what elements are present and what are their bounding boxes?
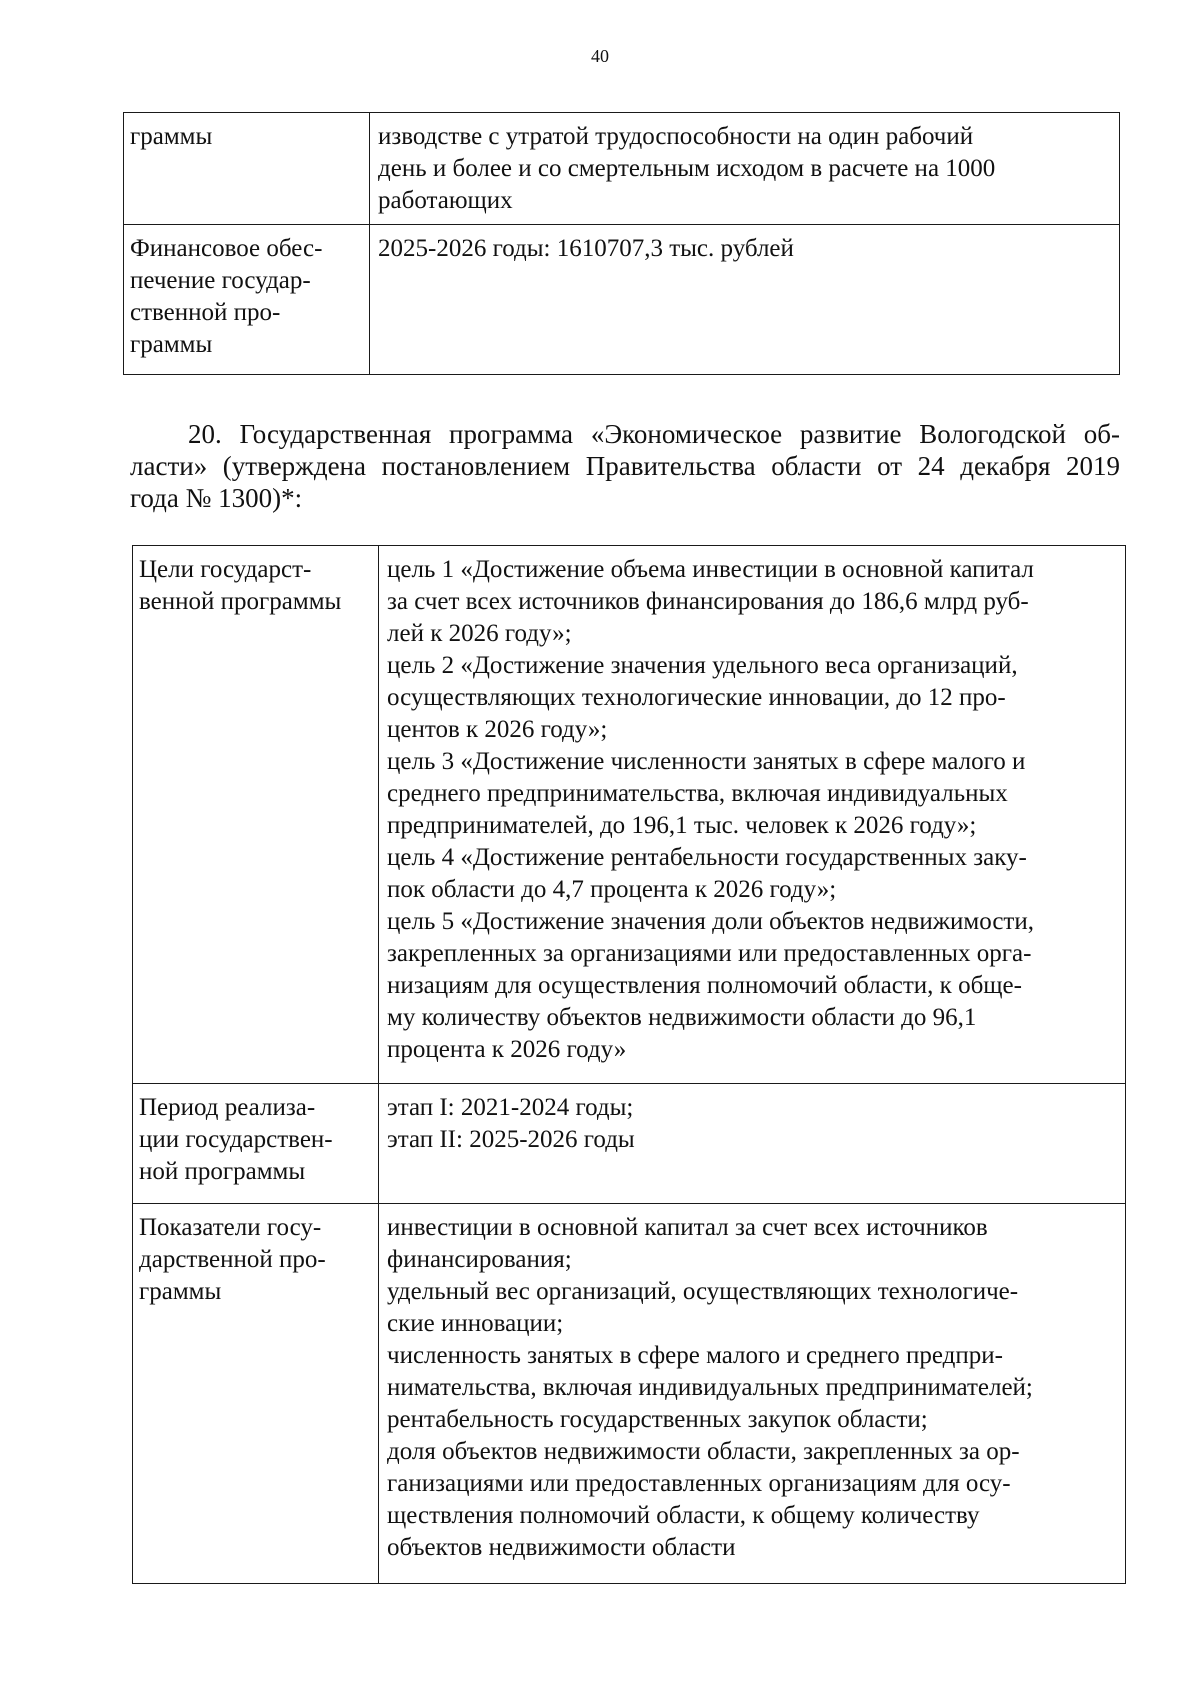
table-row <box>124 225 1120 375</box>
content-line: цель 5 «Достижение значения доли объектов недвижимости, <box>387 908 1034 935</box>
content-line: работающих <box>378 187 513 214</box>
content-line: лей к 2026 году»; <box>387 620 572 647</box>
table-row <box>133 1084 1126 1204</box>
row-label-cell <box>124 113 370 225</box>
content-line: нимательства, включая индивидуальных предпринимателей; <box>387 1374 1033 1401</box>
paragraph-line: ласти» (утверждена постановлением Правительства области от 24 декабря 2019 <box>130 451 1120 481</box>
content-line: этап II: 2025-2026 годы <box>387 1126 635 1153</box>
content-line: этап I: 2021-2024 годы; <box>387 1094 634 1121</box>
content-line: низациям для осуществления полномочий области, к обще- <box>387 972 1022 999</box>
content-line: объектов недвижимости области <box>387 1534 736 1561</box>
content-line: процента к 2026 году» <box>387 1036 627 1063</box>
program-passport-table <box>132 545 1126 1584</box>
table-row <box>133 546 1126 1084</box>
content-line: инвестиции в основной капитал за счет всех источников <box>387 1214 988 1241</box>
table-row <box>124 113 1120 225</box>
label-line: граммы <box>130 123 213 150</box>
label-line: граммы <box>130 331 213 358</box>
row-label-cell <box>133 1204 379 1584</box>
label-line: ственной про- <box>130 299 281 326</box>
row-content-cell <box>379 546 1126 1084</box>
row-label-cell <box>124 225 370 375</box>
row-content-cell <box>379 1204 1126 1584</box>
table-row <box>133 1204 1126 1584</box>
row-content-cell <box>370 225 1120 375</box>
paragraph-line: 20. Государственная программа «Экономическое развитие Вологодской об- <box>188 419 1120 449</box>
program-heading-paragraph <box>130 418 1120 514</box>
content-line: доля объектов недвижимости области, закрепленных за ор- <box>387 1438 1020 1465</box>
content-line: день и более и со смертельным исходом в расчете на 1000 <box>378 155 996 182</box>
content-line: численность занятых в сфере малого и среднего предпри- <box>387 1342 1003 1369</box>
label-line: Финансовое обес- <box>130 235 323 262</box>
program-passport-table-continued <box>123 112 1120 375</box>
paragraph-line: года № 1300)*: <box>130 483 303 513</box>
label-line: Цели государст- <box>139 556 312 583</box>
content-line: пок области до 4,7 процента к 2026 году»; <box>387 876 837 903</box>
row-content-cell <box>370 113 1120 225</box>
content-line: изводстве с утратой трудоспособности на один рабочий <box>378 123 974 150</box>
label-line: ной программы <box>139 1158 306 1185</box>
row-label-cell <box>133 546 379 1084</box>
content-line: рентабельность государственных закупок области; <box>387 1406 928 1433</box>
label-line: ции государствен- <box>139 1126 333 1153</box>
label-line: дарственной про- <box>139 1246 326 1273</box>
content-line: осуществляющих технологические инновации, до 12 про- <box>387 684 1006 711</box>
content-line: ганизациями или предоставленных организациям для осу- <box>387 1470 1011 1497</box>
label-line: Показатели госу- <box>139 1214 322 1241</box>
row-label-cell <box>133 1084 379 1204</box>
label-line: венной программы <box>139 588 342 615</box>
label-line: печение государ- <box>130 267 311 294</box>
content-line: му количеству объектов недвижимости области до 96,1 <box>387 1004 977 1031</box>
content-line: цель 2 «Достижение значения удельного веса организаций, <box>387 652 1018 679</box>
content-line: цель 4 «Достижение рентабельности государственных заку- <box>387 844 1027 871</box>
content-line: цель 3 «Достижение численности занятых в сфере малого и <box>387 748 1026 775</box>
content-line: среднего предпринимательства, включая индивидуальных <box>387 780 1008 807</box>
content-line: ские инновации; <box>387 1310 564 1337</box>
content-line: предпринимателей, до 196,1 тыс. человек к 2026 году»; <box>387 812 977 839</box>
page-number: 40 <box>591 46 609 66</box>
row-content-cell <box>379 1084 1126 1204</box>
content-line: ществления полномочий области, к общему количеству <box>387 1502 980 1529</box>
content-line: финансирования; <box>387 1246 572 1273</box>
content-line: цель 1 «Достижение объема инвестиции в основной капитал <box>387 556 1034 583</box>
content-line: 2025-2026 годы: 1610707,3 тыс. рублей <box>378 235 794 262</box>
content-line: центов к 2026 году»; <box>387 716 608 743</box>
content-line: удельный вес организаций, осуществляющих технологиче- <box>387 1278 1019 1305</box>
label-line: Период реализа- <box>139 1094 316 1121</box>
label-line: граммы <box>139 1278 222 1305</box>
content-line: закрепленных за организациями или предоставленных орга- <box>387 940 1032 967</box>
content-line: за счет всех источников финансирования до 186,6 млрд руб- <box>387 588 1029 615</box>
